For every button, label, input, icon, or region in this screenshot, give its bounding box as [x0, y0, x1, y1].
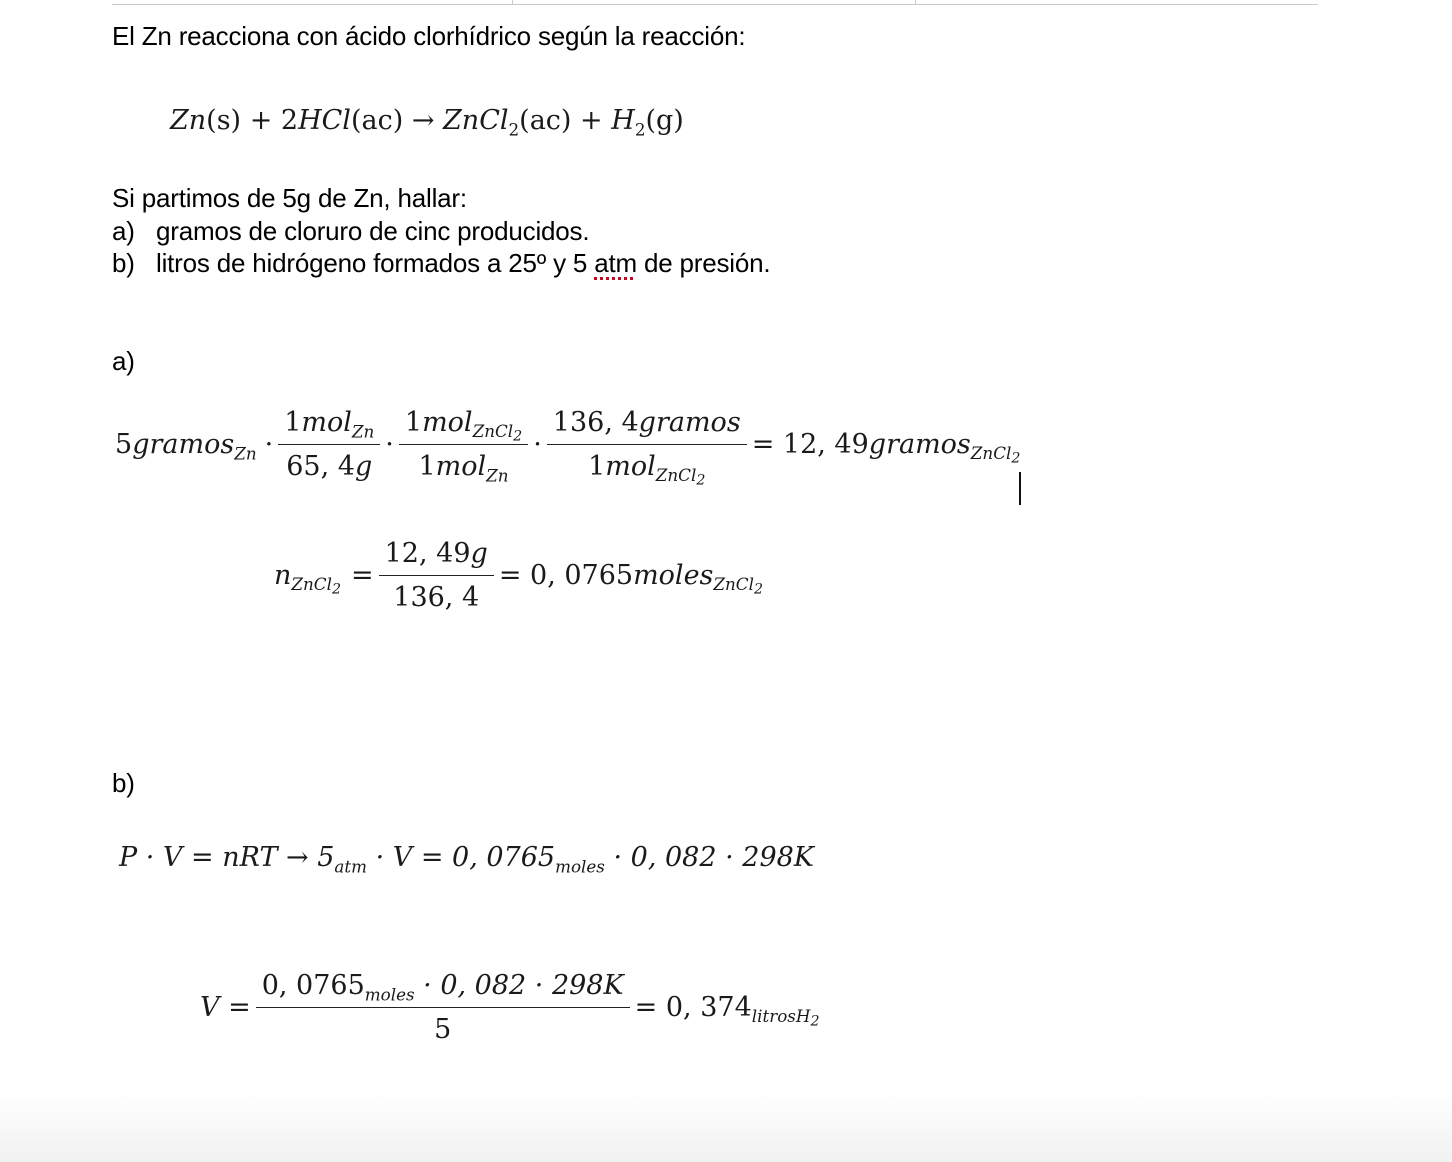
part-b-heading: b) [112, 768, 135, 798]
fraction-volume: $\frac{0, 0765_{moles} \cdot 0, 082 \cdot 298K}{5}$ [259, 970, 627, 1045]
page-bottom-shadow [0, 1092, 1452, 1162]
reaction-equation: Zn(s) + 2HCl(ac) → ZnCl$_2$(ac) + $H_2(g)$ [170, 105, 684, 140]
question-b-text: litros de hidrógeno formados a 25º y 5 atm de presión. [156, 248, 771, 278]
fraction-moles: $\frac{12, 49g}{136, 4}$ [382, 538, 491, 613]
text-cursor [1019, 472, 1021, 505]
equation-ideal-gas: P · V = nRT → $5_{atm} \cdot V = 0$, $0765_{moles} \cdot 0$, 082 · 298K [119, 842, 814, 877]
fraction-1: $\frac{1mol_{Zn}}{65, 4g}$ [281, 407, 377, 482]
equation-moles-zncl2: $n_{ZnCl_2}$ = $\frac{12, 49g}{136, 4}$ = 0, 0765moles$_{ZnCl_2}$ [274, 538, 764, 613]
question-b-label: b) [112, 248, 135, 278]
problem-statement: Si partimos de 5g de Zn, hallar: [112, 183, 467, 213]
intro-text: El Zn reacciona con ácido clorhídrico según la reacción: [112, 21, 746, 51]
equation-volume: V = $\frac{0, 0765_{moles} \cdot 0, 082 \cdot 298K}{5}$ = 0, $374_{litrosH_2}$ [200, 970, 820, 1045]
table-border [112, 0, 1318, 5]
part-a-heading: a) [112, 346, 135, 376]
question-a-text: gramos de cloruro de cinc producidos. [156, 216, 590, 246]
fraction-3: $\frac{\text{136, 4gramos}}{1mol_{ZnCl_2}}$ [550, 407, 744, 482]
spellcheck-word[interactable]: atm [594, 248, 637, 278]
equation-mass-zncl2: 5gramos$_{Zn}$ · $\frac{1mol_{Zn}}{65, 4g}$ · $\frac{1mol_{ZnCl_2}}{1mol_{Zn}}$ · $\frac{\text{136, 4gramos}}{1mol_{ZnCl_2}}$ = 12, 49gramos$_{ZnCl_2}$ [115, 407, 1021, 489]
question-a-label: a) [112, 216, 135, 246]
fraction-2: $\frac{1mol_{ZnCl_2}}{1mol_{Zn}}$ [402, 407, 525, 482]
